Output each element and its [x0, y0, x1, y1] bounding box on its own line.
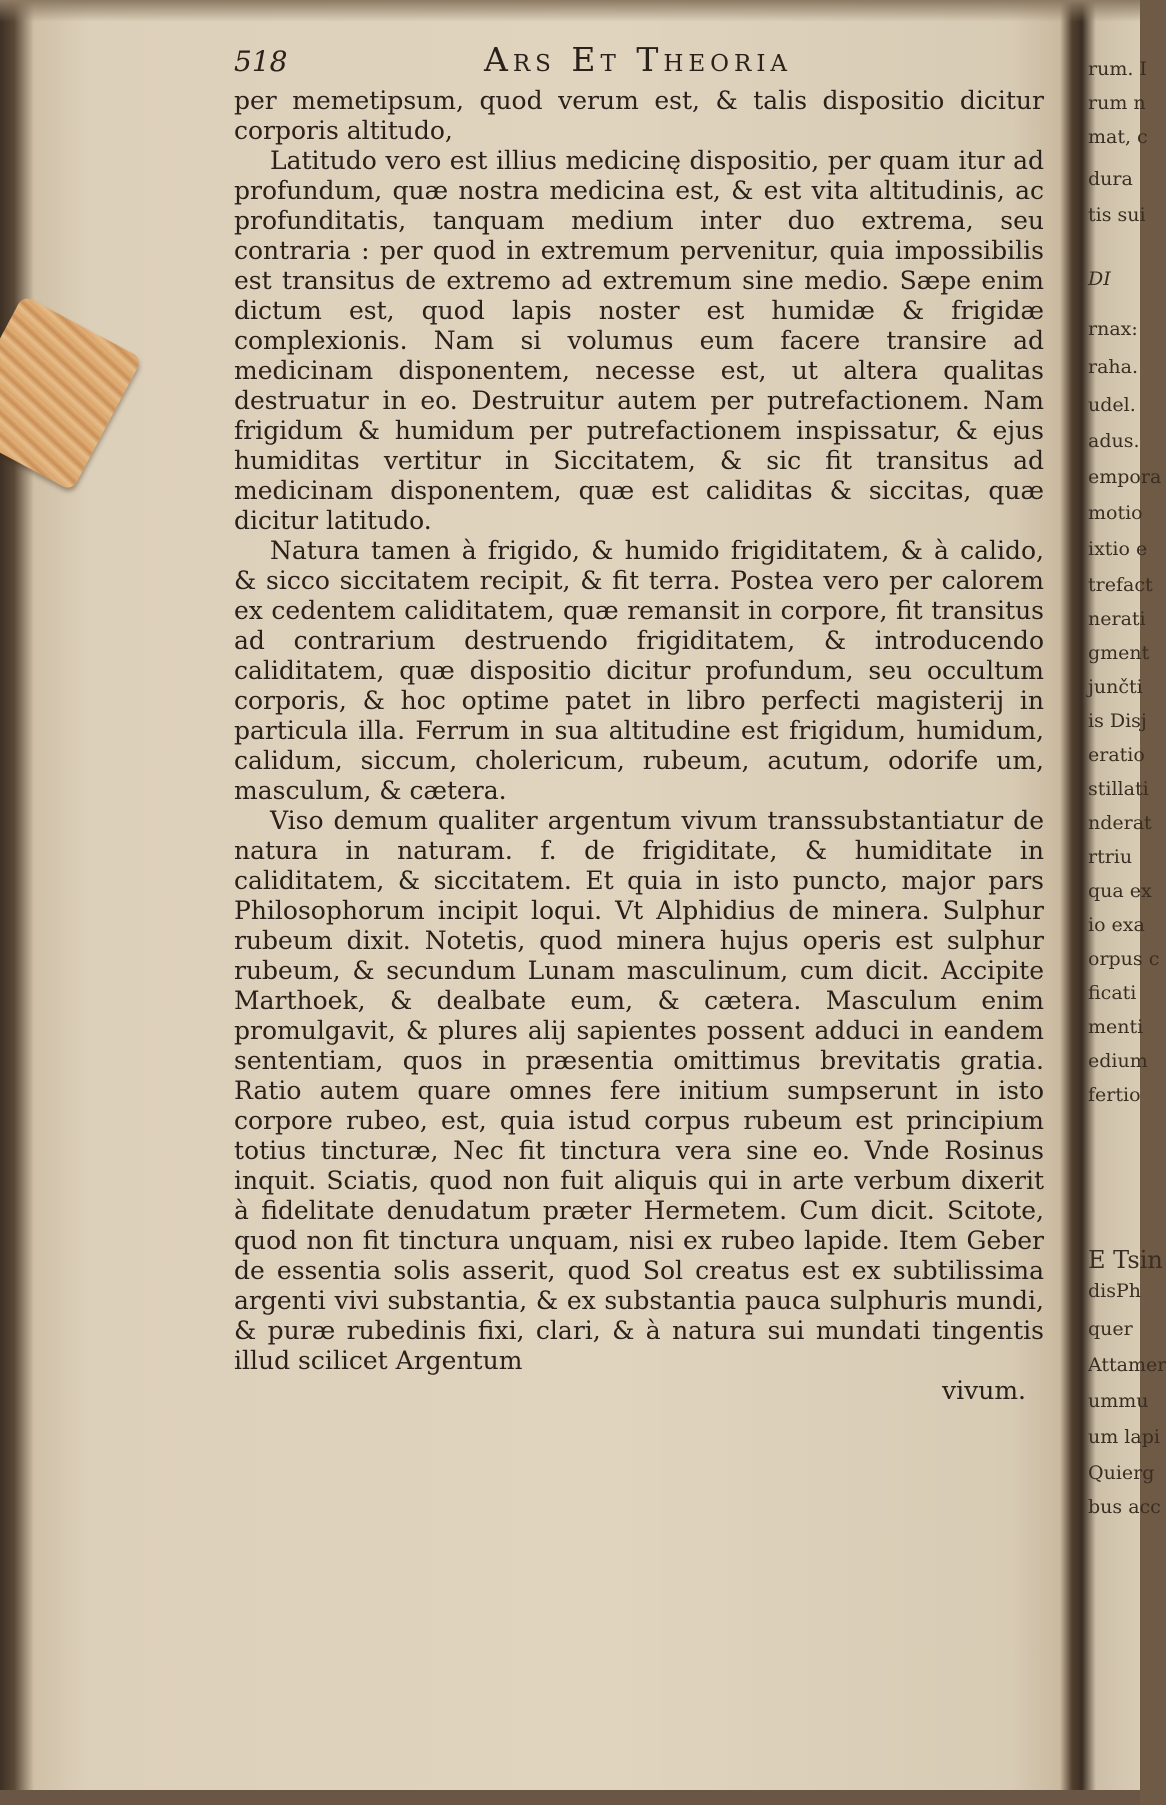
- margin-fragment: junčti: [1088, 676, 1143, 698]
- margin-fragment: qua ex: [1088, 880, 1152, 902]
- catchword: vivum.: [942, 1376, 1026, 1405]
- margin-fragment: menti: [1088, 1016, 1144, 1038]
- margin-fragment: tis sui: [1088, 204, 1146, 226]
- margin-fragment: trefact: [1088, 574, 1153, 596]
- margin-fragment: stillati: [1088, 778, 1149, 800]
- paragraph-2: Latitudo vero est illius medicinę dispositio, per quam itur ad profundum, quæ nostra medicina est, & est vita altitudinis, ac profunditatis, tanquam medium inter duo extrema, seu contraria : per quod in extremum pervenitur, quia impossibilis est transitus de extremo ad extremum sine medio. Sæpe enim dictum est, quod lapis noster est humidæ & frigidæ complexionis. Nam si volumus eum facere transire ad medicinam disponentem, necesse est, ut altera qualitas destruatur in eo. Destruitur autem per putrefactionem. Nam frigidum & humidum per putrefactionem inspissatur, & ejus humiditas vertitur in Siccitatem, & sic fit transitus ad medicinam disponentem, quæ est caliditas & siccitas, quæ dicitur latitudo.: [234, 146, 1044, 535]
- paragraph-1: per memetipsum, quod verum est, & talis dispositio dicitur corporis altitudo,: [234, 86, 1044, 145]
- margin-fragment: gment: [1088, 642, 1150, 664]
- margin-fragment: raha.: [1088, 356, 1139, 378]
- margin-fragment: fertio: [1088, 1084, 1141, 1106]
- margin-fragment: disPh: [1088, 1280, 1142, 1302]
- margin-fragment: empora: [1088, 466, 1162, 488]
- margin-fragment: dura: [1088, 168, 1133, 190]
- bottom-edge: [0, 1790, 1140, 1805]
- margin-fragment: Attamer: [1088, 1354, 1166, 1376]
- margin-fragment: rum n: [1088, 92, 1146, 114]
- margin-fragment: rum. I: [1088, 58, 1147, 80]
- margin-fragment: nderat: [1088, 812, 1152, 834]
- margin-fragment: DI: [1088, 268, 1111, 290]
- margin-fragment: mat, c: [1088, 126, 1148, 148]
- margin-fragment: Quierg: [1088, 1462, 1155, 1484]
- margin-fragment: eratio: [1088, 744, 1145, 766]
- margin-fragment: motio: [1088, 502, 1143, 524]
- margin-fragment: E Tsin: [1088, 1246, 1163, 1274]
- margin-fragment: udel.: [1088, 394, 1136, 416]
- paragraph-4: Viso demum qualiter argentum vivum transsubstantiatur de natura in naturam. f. de frigiditate, & humiditate in caliditatem, & siccitatem. Et quia in isto puncto, major pars Philosophorum incipit loqui. Vt Alphidius de minera. Sulphur rubeum dixit. Notetis, quod minera hujus operis est sulphur rubeum, & secundum Lunam masculinum, cum dicit. Accipite Marthoek, & dealbate eum, & cætera. Masculum enim promulgavit, & plures alij sapientes possent adduci in eandem sententiam, quos in præsentia omittimus brevitatis gratia. Ratio autem quare omnes fere initium sumpserunt in isto corpore rubeo, est, quia istud corpus rubeum est principium totius tincturæ, Nec fit tinctura vera sine eo. Vnde Rosinus inquit. Sciatis, quod non fuit aliquis qui in arte verbum dixerit à fidelitate denudatum præter Hermetem. Cum dicit. Scitote, quod non fit tinctura unquam, nisi ex rubeo lapide. Item Geber de essentia solis asserit, quod Sol creatus est ex subtilissima argenti vivi substantia, & ex substantia pauca sulphuris mundi, & puræ rubedinis fixi, clari, & à natura sui mundati tingentis illud scilicet Argentum: [234, 806, 1044, 1375]
- margin-fragment: um lapi: [1088, 1426, 1160, 1448]
- margin-fragment: ficati: [1088, 982, 1137, 1004]
- margin-fragment: quer: [1088, 1318, 1133, 1340]
- adjacent-page-edge: [1084, 0, 1166, 1805]
- running-head: [234, 40, 1044, 86]
- margin-fragment: rtriu: [1088, 846, 1133, 868]
- top-edge-shadow: [0, 0, 1140, 22]
- left-page: [234, 40, 1044, 1406]
- margin-fragment: nerati: [1088, 608, 1146, 630]
- page-number: 518: [234, 45, 288, 78]
- body-text: [234, 86, 1044, 1376]
- wooden-page-clip: [0, 295, 142, 491]
- margin-fragment: is Disj: [1088, 710, 1147, 732]
- margin-fragment: ixtio e: [1088, 538, 1148, 560]
- running-title: Ars Et Theoria: [484, 40, 793, 79]
- margin-fragment: rnax:: [1088, 318, 1138, 340]
- margin-fragment: io exa: [1088, 914, 1145, 936]
- margin-fragment: bus acc: [1088, 1496, 1161, 1518]
- margin-fragment: edium: [1088, 1050, 1148, 1072]
- margin-fragment: adus.: [1088, 430, 1140, 452]
- margin-fragment: ummu: [1088, 1390, 1149, 1412]
- margin-fragment: orpus c: [1088, 948, 1160, 970]
- paragraph-3: Natura tamen à frigido, & humido frigiditatem, & à calido, & sicco siccitatem recipit, & fit terra. Postea vero per calorem ex cedentem caliditatem, quæ remansit in corpore, fit transitus ad contrarium destruendo frigiditatem, & introducendo caliditatem, quæ dispositio dicitur profundum, seu occultum corporis, & hoc optime patet in libro perfecti magisterij in particula illa. Ferrum in sua altitudine est frigidum, humidum, calidum, siccum, cholericum, rubeum, acutum, odorife um, masculum, & cætera.: [234, 536, 1044, 805]
